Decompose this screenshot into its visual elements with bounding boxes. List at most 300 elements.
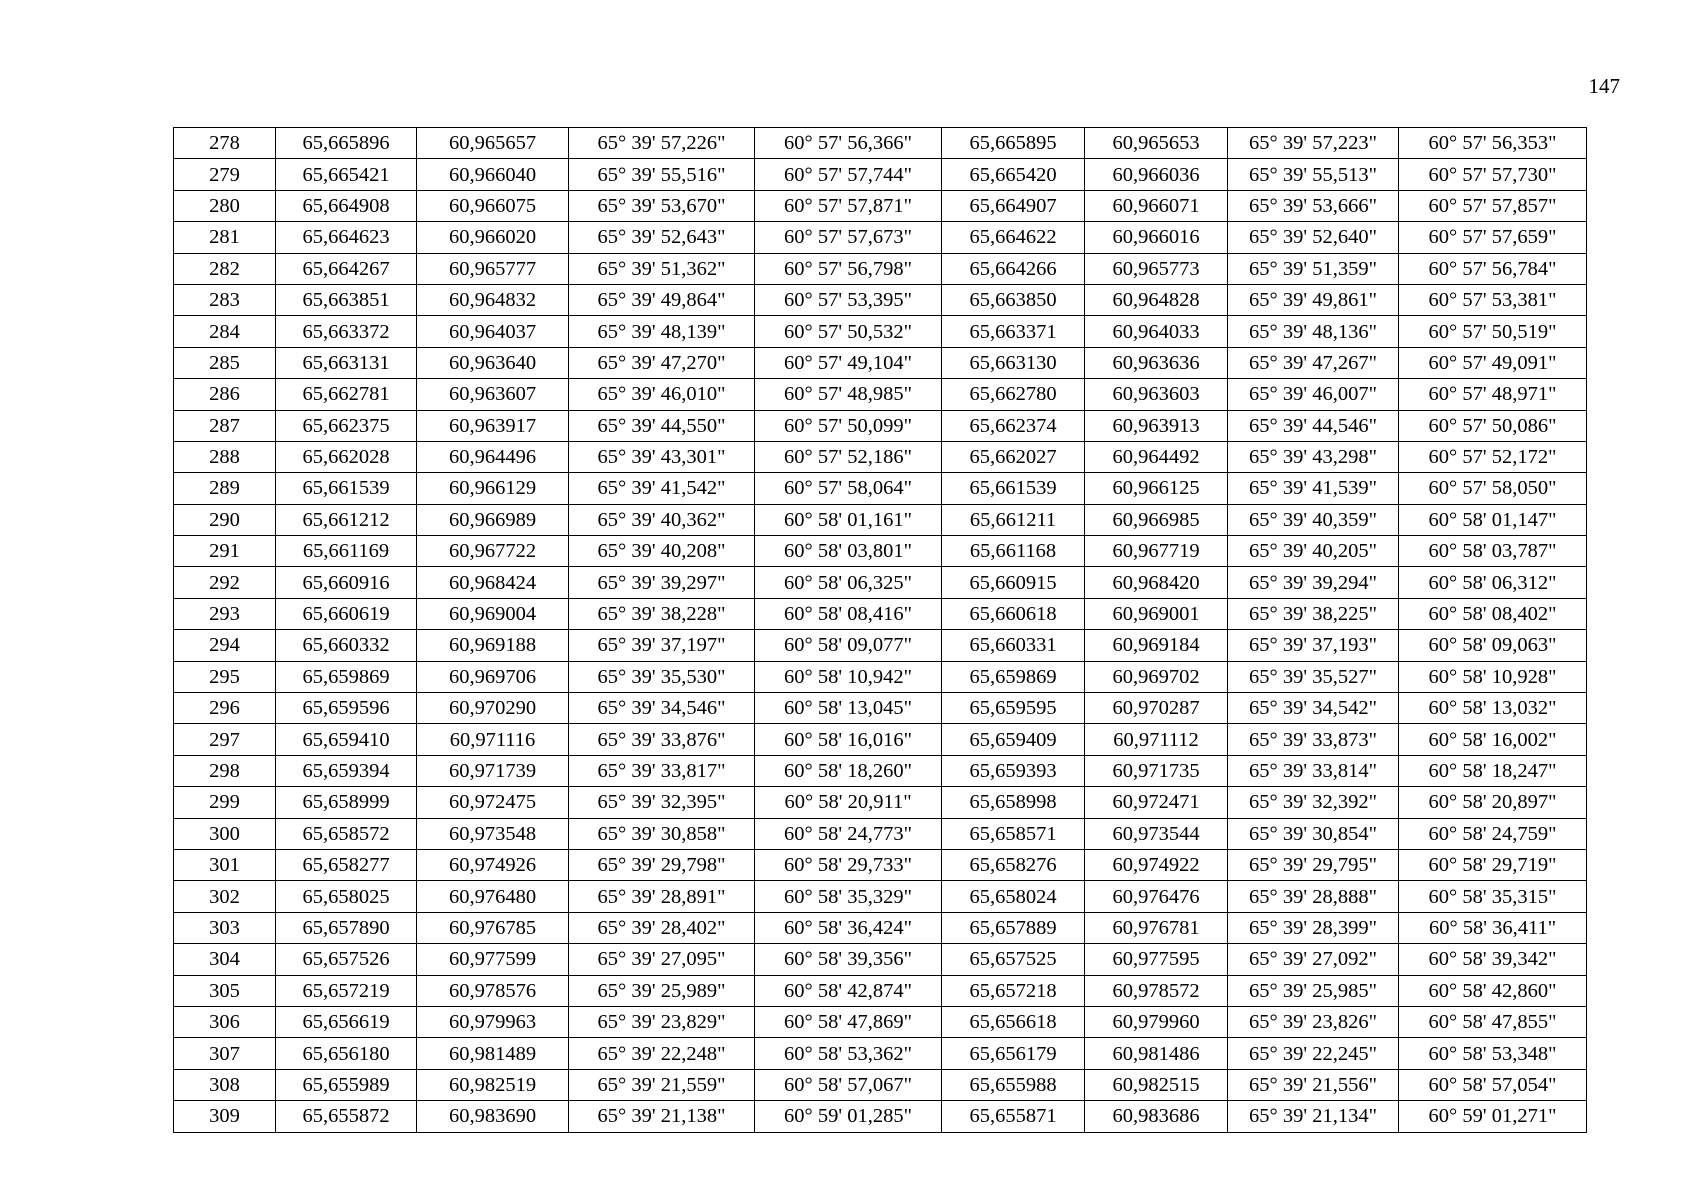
lon-decimal-cell: 60,965777 (417, 253, 569, 284)
table-row (174, 693, 1587, 724)
point-number-cell: 282 (174, 253, 276, 284)
lon-dms-cell: 60° 57' 57,871" (755, 190, 942, 221)
point-number-cell: 301 (174, 849, 276, 880)
lat-decimal-alt-cell: 65,664266 (942, 253, 1085, 284)
lat-dms-alt-cell: 65° 39' 46,007" (1228, 379, 1399, 410)
lat-decimal-cell: 65,655989 (276, 1069, 417, 1100)
lat-dms-alt-cell: 65° 39' 39,294" (1228, 567, 1399, 598)
lat-dms-cell: 65° 39' 33,876" (569, 724, 755, 755)
table-row (174, 347, 1587, 378)
lat-decimal-alt-cell: 65,662374 (942, 410, 1085, 441)
lon-decimal-cell: 60,976785 (417, 912, 569, 943)
lat-dms-alt-cell: 65° 39' 38,225" (1228, 598, 1399, 629)
lon-decimal-alt-cell: 60,963636 (1085, 347, 1228, 378)
lat-decimal-alt-cell: 65,657218 (942, 975, 1085, 1006)
lon-dms-cell: 60° 58' 06,325" (755, 567, 942, 598)
lat-dms-cell: 65° 39' 37,197" (569, 630, 755, 661)
lat-dms-alt-cell: 65° 39' 41,539" (1228, 473, 1399, 504)
lat-decimal-alt-cell: 65,661211 (942, 504, 1085, 535)
lat-decimal-cell: 65,659410 (276, 724, 417, 755)
lat-decimal-cell: 65,657526 (276, 944, 417, 975)
lat-dms-cell: 65° 39' 34,546" (569, 693, 755, 724)
lon-dms-cell: 60° 58' 47,869" (755, 1006, 942, 1037)
lon-dms-alt-cell: 60° 58' 03,787" (1399, 536, 1587, 567)
lon-decimal-alt-cell: 60,966985 (1085, 504, 1228, 535)
lon-decimal-cell: 60,965657 (417, 128, 569, 159)
lon-dms-alt-cell: 60° 57' 56,784" (1399, 253, 1587, 284)
lat-decimal-alt-cell: 65,658571 (942, 818, 1085, 849)
table-row (174, 755, 1587, 786)
lon-decimal-cell: 60,969004 (417, 598, 569, 629)
table-row (174, 1101, 1587, 1132)
lat-decimal-alt-cell: 65,655871 (942, 1101, 1085, 1132)
lon-decimal-alt-cell: 60,976781 (1085, 912, 1228, 943)
lat-decimal-alt-cell: 65,657889 (942, 912, 1085, 943)
lat-dms-alt-cell: 65° 39' 30,854" (1228, 818, 1399, 849)
lat-decimal-alt-cell: 65,658024 (942, 881, 1085, 912)
lat-decimal-cell: 65,665896 (276, 128, 417, 159)
lat-decimal-cell: 65,657219 (276, 975, 417, 1006)
lat-dms-alt-cell: 65° 39' 25,985" (1228, 975, 1399, 1006)
point-number-cell: 304 (174, 944, 276, 975)
point-number-cell: 298 (174, 755, 276, 786)
point-number-cell: 278 (174, 128, 276, 159)
table-row (174, 222, 1587, 253)
lat-decimal-cell: 65,665421 (276, 159, 417, 190)
lat-dms-alt-cell: 65° 39' 28,888" (1228, 881, 1399, 912)
lat-decimal-cell: 65,661169 (276, 536, 417, 567)
lat-decimal-alt-cell: 65,660618 (942, 598, 1085, 629)
point-number-cell: 305 (174, 975, 276, 1006)
lon-decimal-alt-cell: 60,964828 (1085, 284, 1228, 315)
lat-dms-cell: 65° 39' 53,670" (569, 190, 755, 221)
point-number-cell: 296 (174, 693, 276, 724)
lat-decimal-alt-cell: 65,663371 (942, 316, 1085, 347)
lat-decimal-alt-cell: 65,664907 (942, 190, 1085, 221)
table-row (174, 128, 1587, 159)
point-number-cell: 308 (174, 1069, 276, 1100)
point-number-cell: 283 (174, 284, 276, 315)
lon-dms-cell: 60° 58' 53,362" (755, 1038, 942, 1069)
lat-decimal-alt-cell: 65,664622 (942, 222, 1085, 253)
lat-decimal-cell: 65,663372 (276, 316, 417, 347)
lat-dms-cell: 65° 39' 46,010" (569, 379, 755, 410)
lat-decimal-cell: 65,663131 (276, 347, 417, 378)
point-number-cell: 279 (174, 159, 276, 190)
table-row (174, 849, 1587, 880)
table-row (174, 661, 1587, 692)
lon-decimal-alt-cell: 60,982515 (1085, 1069, 1228, 1100)
lat-dms-cell: 65° 39' 52,643" (569, 222, 755, 253)
lon-decimal-cell: 60,970290 (417, 693, 569, 724)
lon-decimal-cell: 60,966075 (417, 190, 569, 221)
lat-decimal-cell: 65,661212 (276, 504, 417, 535)
point-number-cell: 303 (174, 912, 276, 943)
lat-dms-cell: 65° 39' 43,301" (569, 441, 755, 472)
point-number-cell: 307 (174, 1038, 276, 1069)
lon-decimal-cell: 60,963607 (417, 379, 569, 410)
lat-decimal-cell: 65,656619 (276, 1006, 417, 1037)
lon-dms-alt-cell: 60° 58' 16,002" (1399, 724, 1587, 755)
lat-decimal-cell: 65,663851 (276, 284, 417, 315)
lon-decimal-alt-cell: 60,971735 (1085, 755, 1228, 786)
lon-dms-cell: 60° 58' 01,161" (755, 504, 942, 535)
table-row (174, 598, 1587, 629)
lon-dms-cell: 60° 57' 56,798" (755, 253, 942, 284)
lon-decimal-alt-cell: 60,963603 (1085, 379, 1228, 410)
lat-dms-alt-cell: 65° 39' 32,392" (1228, 787, 1399, 818)
table-row (174, 1069, 1587, 1100)
lon-dms-cell: 60° 58' 09,077" (755, 630, 942, 661)
point-number-cell: 290 (174, 504, 276, 535)
lon-dms-alt-cell: 60° 57' 49,091" (1399, 347, 1587, 378)
lat-dms-cell: 65° 39' 35,530" (569, 661, 755, 692)
lat-dms-alt-cell: 65° 39' 51,359" (1228, 253, 1399, 284)
point-number-cell: 302 (174, 881, 276, 912)
lat-dms-cell: 65° 39' 49,864" (569, 284, 755, 315)
lat-dms-alt-cell: 65° 39' 23,826" (1228, 1006, 1399, 1037)
point-number-cell: 294 (174, 630, 276, 661)
lat-decimal-cell: 65,660332 (276, 630, 417, 661)
table-row (174, 253, 1587, 284)
lon-decimal-alt-cell: 60,972471 (1085, 787, 1228, 818)
lat-decimal-cell: 65,655872 (276, 1101, 417, 1132)
lat-dms-cell: 65° 39' 22,248" (569, 1038, 755, 1069)
lon-decimal-alt-cell: 60,965653 (1085, 128, 1228, 159)
lat-dms-cell: 65° 39' 44,550" (569, 410, 755, 441)
lon-dms-cell: 60° 58' 13,045" (755, 693, 942, 724)
table-row (174, 975, 1587, 1006)
lon-decimal-alt-cell: 60,965773 (1085, 253, 1228, 284)
lat-decimal-alt-cell: 65,656179 (942, 1038, 1085, 1069)
lon-decimal-cell: 60,982519 (417, 1069, 569, 1100)
lat-dms-cell: 65° 39' 38,228" (569, 598, 755, 629)
lon-decimal-cell: 60,974926 (417, 849, 569, 880)
table-row (174, 473, 1587, 504)
lon-decimal-cell: 60,981489 (417, 1038, 569, 1069)
lat-dms-cell: 65° 39' 40,208" (569, 536, 755, 567)
lon-decimal-alt-cell: 60,971112 (1085, 724, 1228, 755)
lat-dms-alt-cell: 65° 39' 52,640" (1228, 222, 1399, 253)
lon-dms-cell: 60° 58' 16,016" (755, 724, 942, 755)
lon-decimal-cell: 60,973548 (417, 818, 569, 849)
lat-decimal-cell: 65,660916 (276, 567, 417, 598)
lon-dms-alt-cell: 60° 58' 24,759" (1399, 818, 1587, 849)
lat-dms-cell: 65° 39' 39,297" (569, 567, 755, 598)
lat-decimal-cell: 65,661539 (276, 473, 417, 504)
lon-decimal-alt-cell: 60,966071 (1085, 190, 1228, 221)
lat-dms-alt-cell: 65° 39' 22,245" (1228, 1038, 1399, 1069)
lon-dms-alt-cell: 60° 59' 01,271" (1399, 1101, 1587, 1132)
table-row (174, 881, 1587, 912)
lat-decimal-alt-cell: 65,665895 (942, 128, 1085, 159)
table-row (174, 787, 1587, 818)
table-row (174, 504, 1587, 535)
lon-dms-alt-cell: 60° 58' 20,897" (1399, 787, 1587, 818)
lon-dms-cell: 60° 59' 01,285" (755, 1101, 942, 1132)
lon-decimal-alt-cell: 60,968420 (1085, 567, 1228, 598)
coordinates-table (173, 127, 1587, 1133)
lon-decimal-cell: 60,966989 (417, 504, 569, 535)
point-number-cell: 293 (174, 598, 276, 629)
lon-dms-alt-cell: 60° 58' 06,312" (1399, 567, 1587, 598)
lat-dms-alt-cell: 65° 39' 29,795" (1228, 849, 1399, 880)
lon-decimal-cell: 60,969188 (417, 630, 569, 661)
lat-decimal-alt-cell: 65,663850 (942, 284, 1085, 315)
lon-dms-alt-cell: 60° 58' 36,411" (1399, 912, 1587, 943)
lat-decimal-alt-cell: 65,662780 (942, 379, 1085, 410)
lat-dms-alt-cell: 65° 39' 40,205" (1228, 536, 1399, 567)
lon-dms-cell: 60° 58' 24,773" (755, 818, 942, 849)
lon-dms-cell: 60° 57' 49,104" (755, 347, 942, 378)
lon-decimal-cell: 60,966040 (417, 159, 569, 190)
lat-decimal-alt-cell: 65,659869 (942, 661, 1085, 692)
table-row (174, 190, 1587, 221)
lon-dms-cell: 60° 57' 52,186" (755, 441, 942, 472)
table-row (174, 630, 1587, 661)
lat-dms-cell: 65° 39' 47,270" (569, 347, 755, 378)
lon-dms-alt-cell: 60° 57' 48,971" (1399, 379, 1587, 410)
table-row (174, 159, 1587, 190)
lat-dms-cell: 65° 39' 32,395" (569, 787, 755, 818)
lon-decimal-cell: 60,963917 (417, 410, 569, 441)
point-number-cell: 288 (174, 441, 276, 472)
lon-decimal-cell: 60,971739 (417, 755, 569, 786)
lon-dms-alt-cell: 60° 57' 53,381" (1399, 284, 1587, 315)
lat-decimal-alt-cell: 65,663130 (942, 347, 1085, 378)
lat-dms-cell: 65° 39' 21,138" (569, 1101, 755, 1132)
lon-dms-alt-cell: 60° 57' 57,730" (1399, 159, 1587, 190)
lat-decimal-cell: 65,656180 (276, 1038, 417, 1069)
lon-dms-alt-cell: 60° 58' 01,147" (1399, 504, 1587, 535)
table-row (174, 1006, 1587, 1037)
lat-dms-alt-cell: 65° 39' 53,666" (1228, 190, 1399, 221)
lat-decimal-alt-cell: 65,656618 (942, 1006, 1085, 1037)
point-number-cell: 300 (174, 818, 276, 849)
lon-dms-alt-cell: 60° 58' 10,928" (1399, 661, 1587, 692)
lon-decimal-alt-cell: 60,966016 (1085, 222, 1228, 253)
lon-decimal-alt-cell: 60,969702 (1085, 661, 1228, 692)
lon-decimal-cell: 60,966020 (417, 222, 569, 253)
table-row (174, 441, 1587, 472)
lat-decimal-cell: 65,664908 (276, 190, 417, 221)
lon-dms-cell: 60° 57' 57,673" (755, 222, 942, 253)
lon-decimal-cell: 60,977599 (417, 944, 569, 975)
lat-dms-cell: 65° 39' 51,362" (569, 253, 755, 284)
lat-dms-alt-cell: 65° 39' 27,092" (1228, 944, 1399, 975)
lat-dms-cell: 65° 39' 21,559" (569, 1069, 755, 1100)
lat-decimal-cell: 65,658025 (276, 881, 417, 912)
lat-dms-alt-cell: 65° 39' 21,556" (1228, 1069, 1399, 1100)
lon-dms-alt-cell: 60° 57' 50,086" (1399, 410, 1587, 441)
lat-decimal-alt-cell: 65,658998 (942, 787, 1085, 818)
lon-decimal-cell: 60,976480 (417, 881, 569, 912)
lon-decimal-alt-cell: 60,969001 (1085, 598, 1228, 629)
lat-dms-cell: 65° 39' 27,095" (569, 944, 755, 975)
table-row (174, 536, 1587, 567)
lon-dms-alt-cell: 60° 57' 57,857" (1399, 190, 1587, 221)
lon-dms-cell: 60° 57' 58,064" (755, 473, 942, 504)
lat-dms-cell: 65° 39' 33,817" (569, 755, 755, 786)
lon-dms-cell: 60° 57' 56,366" (755, 128, 942, 159)
lon-decimal-alt-cell: 60,963913 (1085, 410, 1228, 441)
point-number-cell: 280 (174, 190, 276, 221)
lat-dms-alt-cell: 65° 39' 48,136" (1228, 316, 1399, 347)
lat-dms-cell: 65° 39' 48,139" (569, 316, 755, 347)
lon-decimal-alt-cell: 60,976476 (1085, 881, 1228, 912)
lon-dms-cell: 60° 58' 03,801" (755, 536, 942, 567)
point-number-cell: 306 (174, 1006, 276, 1037)
lat-dms-cell: 65° 39' 25,989" (569, 975, 755, 1006)
lon-decimal-cell: 60,964037 (417, 316, 569, 347)
lat-dms-alt-cell: 65° 39' 43,298" (1228, 441, 1399, 472)
lon-dms-alt-cell: 60° 58' 13,032" (1399, 693, 1587, 724)
lat-decimal-alt-cell: 65,658276 (942, 849, 1085, 880)
page-number: 147 (1588, 74, 1620, 98)
lon-decimal-alt-cell: 60,979960 (1085, 1006, 1228, 1037)
table-row (174, 944, 1587, 975)
lat-dms-cell: 65° 39' 29,798" (569, 849, 755, 880)
table-body (174, 128, 1587, 1133)
lat-dms-cell: 65° 39' 30,858" (569, 818, 755, 849)
lat-dms-cell: 65° 39' 28,891" (569, 881, 755, 912)
lat-dms-alt-cell: 65° 39' 49,861" (1228, 284, 1399, 315)
lon-dms-cell: 60° 58' 29,733" (755, 849, 942, 880)
lat-decimal-cell: 65,664623 (276, 222, 417, 253)
lon-dms-cell: 60° 57' 53,395" (755, 284, 942, 315)
table-row (174, 1038, 1587, 1069)
table-row (174, 724, 1587, 755)
point-number-cell: 285 (174, 347, 276, 378)
table-row (174, 567, 1587, 598)
lat-decimal-alt-cell: 65,657525 (942, 944, 1085, 975)
lat-decimal-cell: 65,658572 (276, 818, 417, 849)
lon-dms-alt-cell: 60° 58' 47,855" (1399, 1006, 1587, 1037)
lat-dms-alt-cell: 65° 39' 28,399" (1228, 912, 1399, 943)
lat-dms-alt-cell: 65° 39' 57,223" (1228, 128, 1399, 159)
point-number-cell: 309 (174, 1101, 276, 1132)
lon-decimal-alt-cell: 60,964033 (1085, 316, 1228, 347)
table-row (174, 379, 1587, 410)
lon-dms-cell: 60° 58' 10,942" (755, 661, 942, 692)
lon-decimal-alt-cell: 60,969184 (1085, 630, 1228, 661)
lon-dms-cell: 60° 58' 20,911" (755, 787, 942, 818)
lat-decimal-cell: 65,658277 (276, 849, 417, 880)
point-number-cell: 291 (174, 536, 276, 567)
lat-decimal-cell: 65,658999 (276, 787, 417, 818)
point-number-cell: 295 (174, 661, 276, 692)
lon-dms-alt-cell: 60° 58' 53,348" (1399, 1038, 1587, 1069)
lat-dms-alt-cell: 65° 39' 34,542" (1228, 693, 1399, 724)
table-row (174, 316, 1587, 347)
lon-dms-cell: 60° 58' 35,329" (755, 881, 942, 912)
lon-decimal-cell: 60,978576 (417, 975, 569, 1006)
lat-dms-alt-cell: 65° 39' 33,814" (1228, 755, 1399, 786)
lat-dms-cell: 65° 39' 40,362" (569, 504, 755, 535)
lon-dms-alt-cell: 60° 57' 57,659" (1399, 222, 1587, 253)
point-number-cell: 284 (174, 316, 276, 347)
lon-decimal-cell: 60,979963 (417, 1006, 569, 1037)
lon-dms-alt-cell: 60° 57' 52,172" (1399, 441, 1587, 472)
lat-dms-alt-cell: 65° 39' 37,193" (1228, 630, 1399, 661)
lon-decimal-cell: 60,969706 (417, 661, 569, 692)
lon-dms-alt-cell: 60° 58' 29,719" (1399, 849, 1587, 880)
lat-decimal-alt-cell: 65,662027 (942, 441, 1085, 472)
lon-decimal-alt-cell: 60,964492 (1085, 441, 1228, 472)
lon-dms-cell: 60° 57' 48,985" (755, 379, 942, 410)
lon-dms-cell: 60° 58' 42,874" (755, 975, 942, 1006)
lon-dms-cell: 60° 58' 36,424" (755, 912, 942, 943)
lon-dms-alt-cell: 60° 58' 08,402" (1399, 598, 1587, 629)
lon-dms-alt-cell: 60° 57' 58,050" (1399, 473, 1587, 504)
lat-decimal-alt-cell: 65,661539 (942, 473, 1085, 504)
lat-dms-alt-cell: 65° 39' 35,527" (1228, 661, 1399, 692)
lon-decimal-cell: 60,971116 (417, 724, 569, 755)
lon-decimal-alt-cell: 60,970287 (1085, 693, 1228, 724)
lat-decimal-cell: 65,662781 (276, 379, 417, 410)
lon-decimal-alt-cell: 60,973544 (1085, 818, 1228, 849)
table-row (174, 284, 1587, 315)
lon-decimal-cell: 60,983690 (417, 1101, 569, 1132)
lon-decimal-alt-cell: 60,966036 (1085, 159, 1228, 190)
point-number-cell: 287 (174, 410, 276, 441)
point-number-cell: 289 (174, 473, 276, 504)
lon-decimal-cell: 60,963640 (417, 347, 569, 378)
lat-dms-cell: 65° 39' 23,829" (569, 1006, 755, 1037)
lon-dms-alt-cell: 60° 58' 39,342" (1399, 944, 1587, 975)
lat-decimal-alt-cell: 65,665420 (942, 159, 1085, 190)
lat-decimal-alt-cell: 65,659595 (942, 693, 1085, 724)
lon-dms-cell: 60° 58' 08,416" (755, 598, 942, 629)
lon-dms-alt-cell: 60° 58' 35,315" (1399, 881, 1587, 912)
lat-decimal-alt-cell: 65,660331 (942, 630, 1085, 661)
lat-dms-cell: 65° 39' 57,226" (569, 128, 755, 159)
point-number-cell: 292 (174, 567, 276, 598)
lon-dms-alt-cell: 60° 58' 09,063" (1399, 630, 1587, 661)
lat-decimal-cell: 65,660619 (276, 598, 417, 629)
lat-dms-alt-cell: 65° 39' 55,513" (1228, 159, 1399, 190)
table-row (174, 410, 1587, 441)
lon-decimal-cell: 60,966129 (417, 473, 569, 504)
lon-decimal-alt-cell: 60,978572 (1085, 975, 1228, 1006)
lat-decimal-cell: 65,662375 (276, 410, 417, 441)
table-row (174, 912, 1587, 943)
lon-dms-alt-cell: 60° 57' 50,519" (1399, 316, 1587, 347)
lon-dms-cell: 60° 57' 50,532" (755, 316, 942, 347)
lat-decimal-cell: 65,662028 (276, 441, 417, 472)
lon-decimal-alt-cell: 60,967719 (1085, 536, 1228, 567)
lon-decimal-alt-cell: 60,983686 (1085, 1101, 1228, 1132)
lat-dms-alt-cell: 65° 39' 21,134" (1228, 1101, 1399, 1132)
table-row (174, 818, 1587, 849)
lat-dms-alt-cell: 65° 39' 40,359" (1228, 504, 1399, 535)
lon-dms-alt-cell: 60° 58' 57,054" (1399, 1069, 1587, 1100)
lat-decimal-alt-cell: 65,659409 (942, 724, 1085, 755)
lat-dms-cell: 65° 39' 28,402" (569, 912, 755, 943)
point-number-cell: 297 (174, 724, 276, 755)
lat-decimal-cell: 65,659869 (276, 661, 417, 692)
lon-dms-cell: 60° 57' 57,744" (755, 159, 942, 190)
lon-dms-cell: 60° 58' 18,260" (755, 755, 942, 786)
lat-dms-cell: 65° 39' 41,542" (569, 473, 755, 504)
lon-dms-alt-cell: 60° 57' 56,353" (1399, 128, 1587, 159)
point-number-cell: 281 (174, 222, 276, 253)
lon-decimal-cell: 60,968424 (417, 567, 569, 598)
lat-decimal-alt-cell: 65,659393 (942, 755, 1085, 786)
lon-dms-cell: 60° 58' 57,067" (755, 1069, 942, 1100)
lat-dms-cell: 65° 39' 55,516" (569, 159, 755, 190)
lat-dms-alt-cell: 65° 39' 44,546" (1228, 410, 1399, 441)
